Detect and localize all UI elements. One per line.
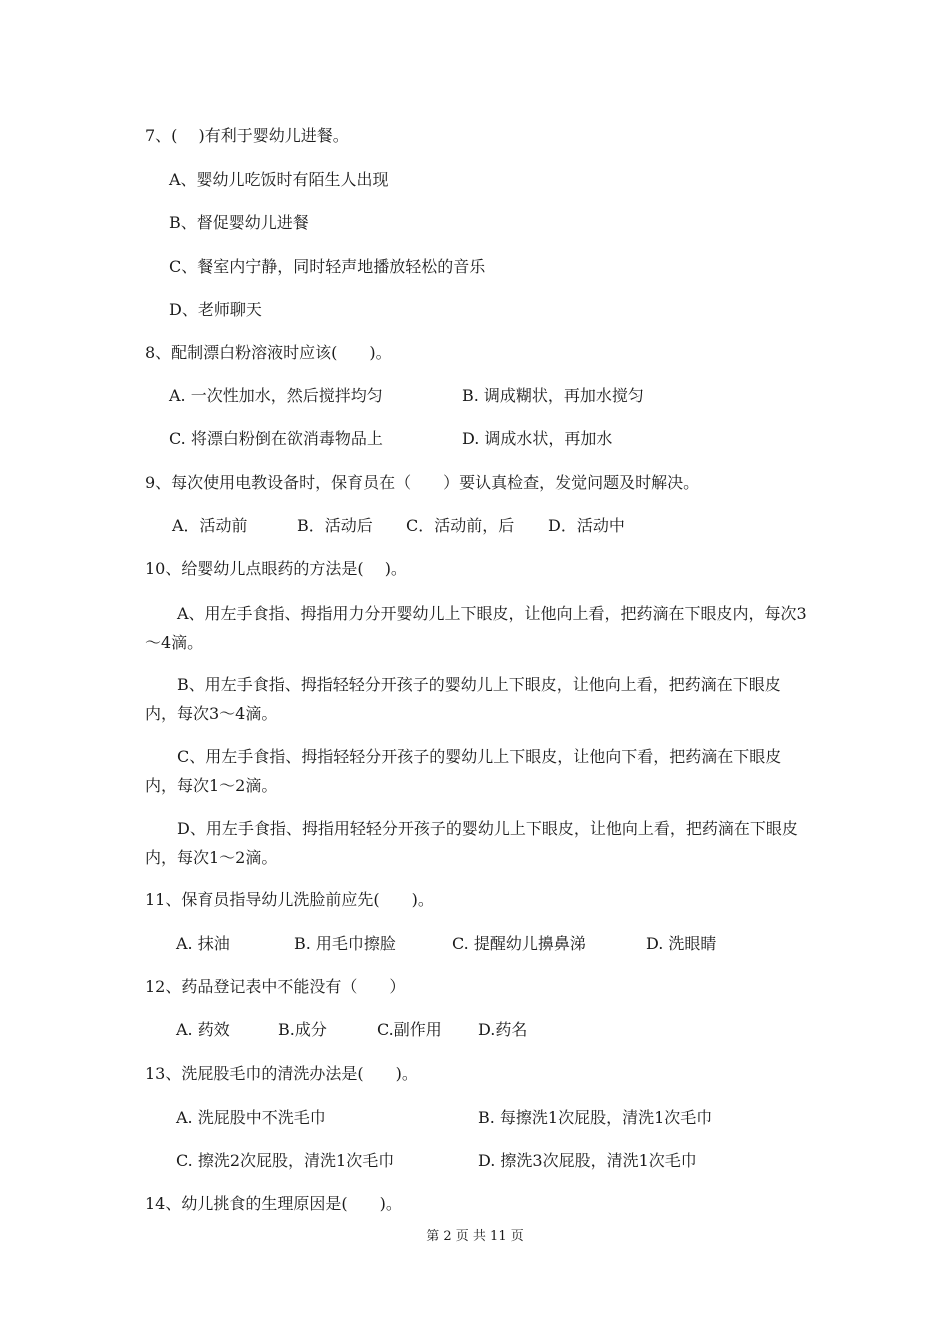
- question-7-option-b: B、督促婴幼儿进餐: [169, 213, 309, 232]
- question-9-option-a: A．活动前: [172, 516, 248, 535]
- question-10-option-b: B、用左手食指、拇指轻轻分开孩子的婴幼儿上下眼皮，让他向上看，把药滴在下眼皮内，每次3～4滴。: [145, 675, 781, 723]
- question-12-stem: 12、药品登记表中不能没有（ ）: [145, 977, 406, 996]
- question-10-option-d: D、用左手食指、拇指用轻轻分开孩子的婴幼儿上下眼皮，让他向上看，把药滴在下眼皮内，每次1～2滴。: [145, 819, 798, 867]
- question-11-stem: 11、保育员指导幼儿洗脸前应先( )。: [145, 890, 434, 909]
- question-12-option-c: C.副作用: [377, 1020, 442, 1039]
- question-9-option-d: D．活动中: [548, 516, 625, 535]
- question-8-option-d: D. 调成水状，再加水: [462, 429, 613, 448]
- question-12-option-b: B.成分: [278, 1020, 327, 1039]
- question-9-option-c: C．活动前，后: [406, 516, 515, 535]
- question-10-option-c: C、用左手食指、拇指轻轻分开孩子的婴幼儿上下眼皮，让他向下看，把药滴在下眼皮内，每次1～2滴。: [145, 747, 782, 795]
- question-13-stem: 13、洗屁股毛巾的清洗办法是( )。: [145, 1064, 418, 1083]
- question-14-stem: 14、幼儿挑食的生理原因是( )。: [145, 1194, 402, 1213]
- question-9-option-b: B．活动后: [297, 516, 373, 535]
- question-10-stem: 10、给婴幼儿点眼药的方法是( )。: [145, 559, 407, 578]
- question-12-option-d: D.药名: [478, 1020, 528, 1039]
- question-13-option-b: B. 每擦洗1次屁股，清洗1次毛巾: [478, 1108, 713, 1127]
- question-10-option-a: A、用左手食指、拇指用力分开婴幼儿上下眼皮，让他向上看，把药滴在下眼皮内，每次3～4滴。: [145, 604, 807, 652]
- question-13-option-a: A. 洗屁股中不洗毛巾: [176, 1108, 326, 1127]
- question-8-option-c: C. 将漂白粉倒在欲消毒物品上: [169, 429, 383, 448]
- question-12-option-a: A. 药效: [176, 1020, 230, 1039]
- question-11-option-c: C. 提醒幼儿擤鼻涕: [452, 934, 586, 953]
- question-11-option-a: A. 抹油: [176, 934, 230, 953]
- question-7-stem: 7、( )有利于婴幼儿进餐。: [145, 126, 349, 145]
- question-11-option-b: B. 用毛巾擦脸: [294, 934, 396, 953]
- question-13-option-c: C. 擦洗2次屁股，清洗1次毛巾: [176, 1151, 395, 1170]
- question-7-option-a: A、婴幼儿吃饭时有陌生人出现: [169, 170, 389, 189]
- page-footer: 第 2 页 共 11 页: [426, 1229, 524, 1244]
- question-8-stem: 8、配制漂白粉溶液时应该( )。: [145, 343, 392, 362]
- question-13-option-d: D. 擦洗3次屁股，清洗1次毛巾: [478, 1151, 697, 1170]
- question-7-option-c: C、餐室内宁静，同时轻声地播放轻松的音乐: [169, 257, 486, 276]
- question-9-stem: 9、每次使用电教设备时，保育员在（ ）要认真检查，发觉问题及时解决。: [145, 473, 700, 492]
- question-7-option-d: D、老师聊天: [169, 300, 262, 319]
- question-8-option-b: B. 调成糊状，再加水搅匀: [462, 386, 644, 405]
- question-8-option-a: A. 一次性加水，然后搅拌均匀: [169, 386, 383, 405]
- question-11-option-d: D. 洗眼睛: [646, 934, 717, 953]
